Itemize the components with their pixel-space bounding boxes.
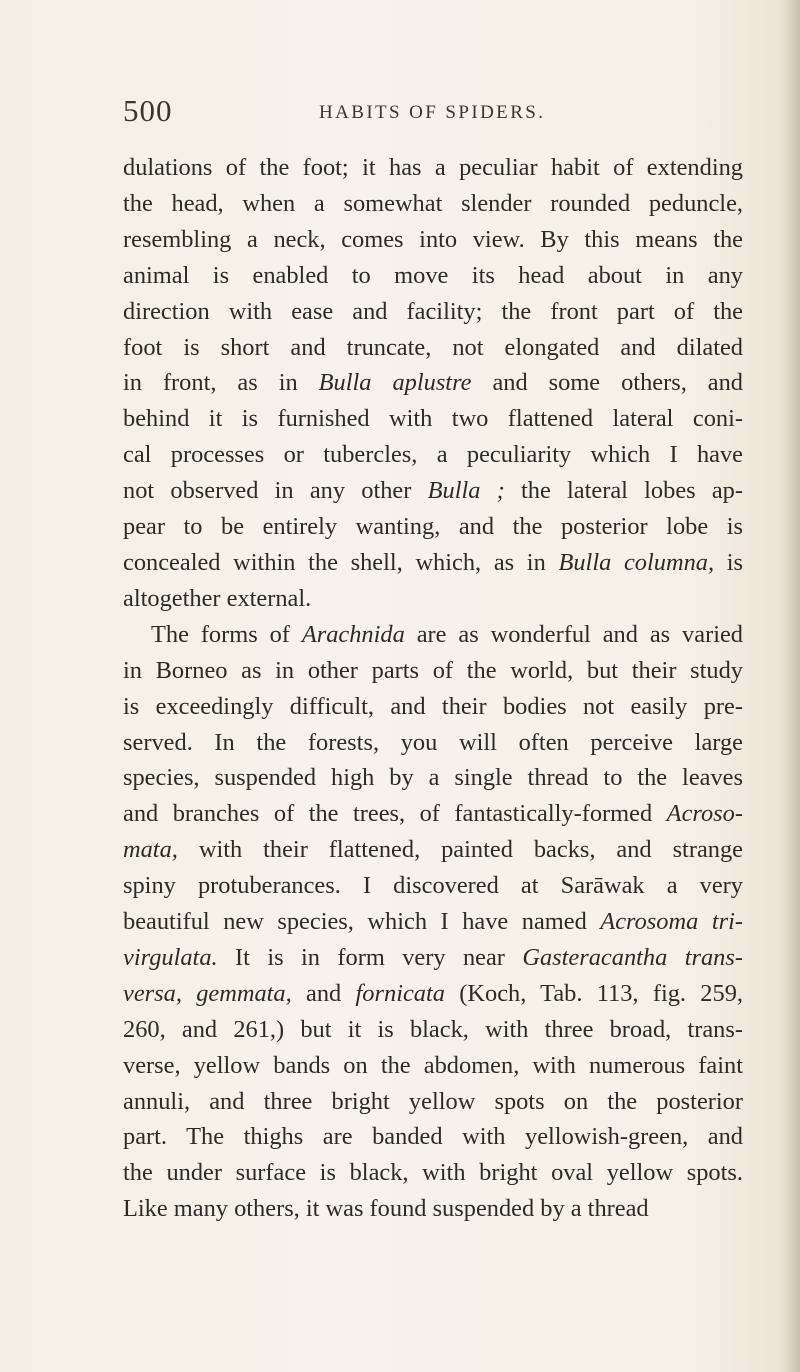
text-segment: foot is short and truncate, not elongated and dilated — [123, 333, 743, 361]
text-segment: beautiful new species, which I have named — [123, 908, 601, 936]
text-segment: the under surface is black, with bright oval yellow spots. — [123, 1159, 743, 1187]
text-segment: the head, when a somewhat slender rounded peduncle, — [123, 189, 743, 217]
italic-text: Acrosoma tri- — [600, 908, 743, 936]
text-line — [123, 904, 743, 940]
text-line — [123, 1119, 743, 1155]
text-line — [123, 401, 743, 437]
text-line — [123, 222, 743, 258]
text-segment: the lateral lobes ap- — [504, 477, 743, 505]
text-segment: spiny protuberances. I discovered at Sarāwak a very — [123, 872, 743, 900]
text-line — [123, 940, 743, 976]
text-segment: are as wonderful and as varied — [404, 620, 743, 648]
text-segment: pear to be entirely wanting, and the posterior lobe is — [123, 513, 743, 541]
text-line — [123, 725, 743, 761]
text-segment: and — [291, 979, 356, 1007]
italic-text: Gasteracantha trans- — [522, 943, 743, 971]
text-line — [123, 294, 743, 330]
text-segment: part. The thighs are banded with yellowish-green, and — [123, 1123, 743, 1151]
text-line — [123, 150, 743, 186]
text-segment: is exceedingly difficult, and their bodies not easily pre- — [123, 692, 743, 720]
text-line — [123, 1191, 743, 1227]
text-segment: (Koch, Tab. 113, fig. 259, — [444, 979, 743, 1007]
text-line — [123, 1012, 743, 1048]
text-segment: not observed in any other — [123, 477, 428, 505]
text-segment: in front, as in — [123, 369, 319, 397]
text-line — [123, 868, 743, 904]
text-segment: species, suspended high by a single thread to the leaves — [123, 764, 743, 792]
text-line — [123, 365, 743, 401]
text-line — [123, 473, 743, 509]
page-header — [123, 93, 683, 133]
italic-text: Bulla ; — [427, 477, 505, 505]
text-segment: verse, yellow bands on the abdomen, with numerous faint — [123, 1051, 743, 1079]
text-line — [123, 186, 743, 222]
italic-text: mata, — [123, 836, 178, 864]
text-line — [123, 437, 743, 473]
text-line — [123, 1155, 743, 1191]
text-segment: in Borneo as in other parts of the world, but their study — [123, 656, 743, 684]
text-segment: altogether external. — [123, 584, 312, 612]
text-line — [123, 617, 743, 653]
text-segment: concealed within the shell, which, as in — [123, 548, 559, 576]
text-segment: animal is enabled to move its head about in any — [123, 261, 743, 289]
italic-text: Bulla aplustre — [318, 369, 472, 397]
page-number: 500 — [123, 93, 173, 128]
italic-text: Bulla columna, — [558, 548, 715, 576]
text-segment: It is in form very near — [217, 943, 523, 971]
text-line — [123, 1048, 743, 1084]
text-line — [123, 976, 743, 1012]
text-segment: cal processes or tubercles, a peculiarity which I have — [123, 441, 743, 469]
text-segment: and branches of the trees, of fantastically-formed — [123, 800, 667, 828]
text-line — [123, 330, 743, 366]
text-segment: served. In the forests, you will often perceive large — [123, 728, 743, 756]
text-line — [123, 545, 743, 581]
italic-text: Arachnida — [301, 620, 405, 648]
text-line — [123, 689, 743, 725]
italic-text: fornicata — [355, 979, 445, 1007]
text-line — [123, 653, 743, 689]
italic-text: virgulata. — [123, 943, 218, 971]
text-line — [123, 509, 743, 545]
text-segment: with their flattened, painted backs, and strange — [177, 836, 743, 864]
italic-text: Acroso- — [666, 800, 743, 828]
text-segment: is — [714, 548, 743, 576]
text-segment: 260, and 261,) but it is black, with three broad, trans- — [123, 1015, 743, 1043]
text-line — [123, 258, 743, 294]
text-segment: and some others, and — [471, 369, 743, 397]
running-title: HABITS OF SPIDERS. — [319, 102, 546, 123]
text-segment: The forms of — [151, 620, 302, 648]
page-edge-shadow — [786, 0, 800, 1372]
text-line — [123, 796, 743, 832]
text-line — [123, 760, 743, 796]
text-segment: Like many others, it was found suspended by a thread — [123, 1195, 649, 1223]
italic-text: versa, gemmata, — [123, 979, 292, 1007]
body-text — [123, 150, 743, 1227]
text-line — [123, 832, 743, 868]
text-segment: behind it is furnished with two flattened lateral coni- — [123, 405, 743, 433]
text-line — [123, 581, 743, 617]
text-segment: resembling a neck, comes into view. By this means the — [123, 225, 743, 253]
text-line — [123, 1084, 743, 1120]
text-segment: dulations of the foot; it has a peculiar habit of extending — [123, 154, 743, 181]
text-segment: direction with ease and facility; the front part of the — [123, 297, 743, 325]
text-segment: annuli, and three bright yellow spots on the posterior — [123, 1087, 743, 1115]
